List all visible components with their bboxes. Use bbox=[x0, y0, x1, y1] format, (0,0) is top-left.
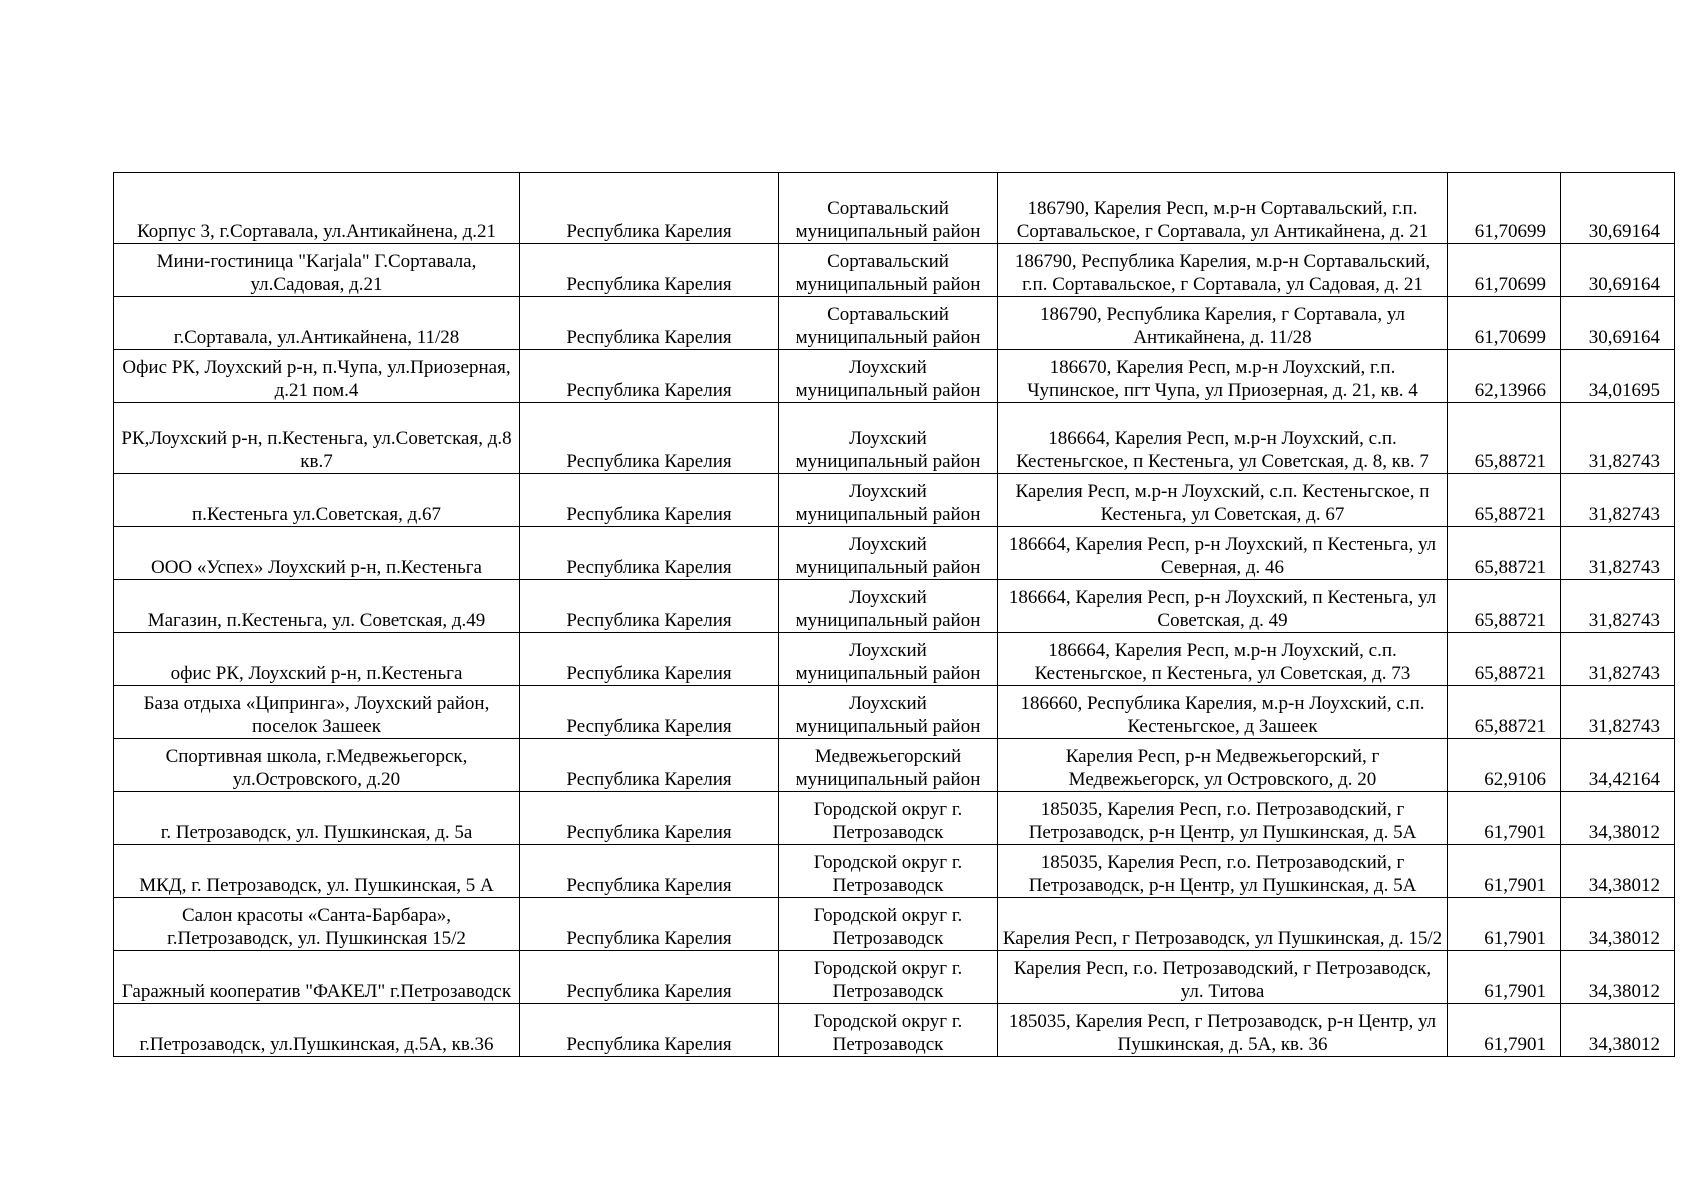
cell-latitude: 65,88721 bbox=[1448, 527, 1561, 580]
cell-longitude: 31,82743 bbox=[1561, 686, 1675, 739]
cell-object-name: Корпус 3, г.Сортавала, ул.Антикайнена, д.21 bbox=[114, 173, 520, 244]
cell-address: Карелия Респ, г Петрозаводск, ул Пушкинская, д. 15/2 bbox=[998, 898, 1448, 951]
cell-latitude: 61,70699 bbox=[1448, 297, 1561, 350]
cell-district: Лоухский муниципальный район bbox=[779, 580, 998, 633]
cell-latitude: 61,7901 bbox=[1448, 1004, 1561, 1057]
cell-district: Лоухский муниципальный район bbox=[779, 350, 998, 403]
cell-latitude: 61,7901 bbox=[1448, 845, 1561, 898]
table-row bbox=[114, 173, 1675, 244]
cell-object-name: офис РК, Лоухский р-н, п.Кестеньга bbox=[114, 633, 520, 686]
cell-longitude: 34,38012 bbox=[1561, 951, 1675, 1004]
cell-object-name: п.Кестеньга ул.Советская, д.67 bbox=[114, 474, 520, 527]
cell-district: Сортавальский муниципальный район bbox=[779, 244, 998, 297]
cell-region: Республика Карелия bbox=[520, 297, 779, 350]
cell-address: 186664, Карелия Респ, м.р-н Лоухский, с.п. Кестеньгское, п Кестеньга, ул Советская, д. 73 bbox=[998, 633, 1448, 686]
cell-longitude: 31,82743 bbox=[1561, 633, 1675, 686]
table-row bbox=[114, 951, 1675, 1004]
cell-object-name: РК,Лоухский р-н, п.Кестеньга, ул.Советская, д.8 кв.7 bbox=[114, 403, 520, 474]
cell-region: Республика Карелия bbox=[520, 739, 779, 792]
address-table bbox=[113, 172, 1675, 1057]
cell-address: Карелия Респ, г.о. Петрозаводский, г Петрозаводск, ул. Титова bbox=[998, 951, 1448, 1004]
cell-object-name: Магазин, п.Кестеньга, ул. Советская, д.49 bbox=[114, 580, 520, 633]
cell-region: Республика Карелия bbox=[520, 898, 779, 951]
cell-longitude: 30,69164 bbox=[1561, 173, 1675, 244]
cell-longitude: 34,38012 bbox=[1561, 792, 1675, 845]
cell-address: 186790, Республика Карелия, г Сортавала, ул Антикайнена, д. 11/28 bbox=[998, 297, 1448, 350]
cell-latitude: 61,70699 bbox=[1448, 244, 1561, 297]
cell-address: Карелия Респ, м.р-н Лоухский, с.п. Кестеньгское, п Кестеньга, ул Советская, д. 67 bbox=[998, 474, 1448, 527]
table-row bbox=[114, 1004, 1675, 1057]
table-row bbox=[114, 244, 1675, 297]
cell-object-name: Мини-гостиница "Karjala" Г.Сортавала, ул.Садовая, д.21 bbox=[114, 244, 520, 297]
cell-longitude: 30,69164 bbox=[1561, 244, 1675, 297]
cell-latitude: 61,7901 bbox=[1448, 792, 1561, 845]
table-row bbox=[114, 474, 1675, 527]
cell-address: 185035, Карелия Респ, г.о. Петрозаводский, г Петрозаводск, р-н Центр, ул Пушкинская, д. 5А bbox=[998, 845, 1448, 898]
cell-address: 185035, Карелия Респ, г Петрозаводск, р-н Центр, ул Пушкинская, д. 5А, кв. 36 bbox=[998, 1004, 1448, 1057]
cell-longitude: 31,82743 bbox=[1561, 580, 1675, 633]
table-row bbox=[114, 297, 1675, 350]
cell-object-name: Офис РК, Лоухский р-н, п.Чупа, ул.Приозерная, д.21 пом.4 bbox=[114, 350, 520, 403]
cell-region: Республика Карелия bbox=[520, 474, 779, 527]
cell-latitude: 62,13966 bbox=[1448, 350, 1561, 403]
cell-district: Лоухский муниципальный район bbox=[779, 527, 998, 580]
cell-district: Сортавальский муниципальный район bbox=[779, 173, 998, 244]
cell-district: Лоухский муниципальный район bbox=[779, 403, 998, 474]
cell-district: Городской округ г. Петрозаводск bbox=[779, 951, 998, 1004]
table-row bbox=[114, 527, 1675, 580]
cell-latitude: 61,7901 bbox=[1448, 951, 1561, 1004]
cell-address: 186790, Республика Карелия, м.р-н Сортавальский, г.п. Сортавальское, г Сортавала, ул Садовая, д. 21 bbox=[998, 244, 1448, 297]
cell-address: 186790, Карелия Респ, м.р-н Сортавальский, г.п. Сортавальское, г Сортавала, ул Антикайнена, д. 21 bbox=[998, 173, 1448, 244]
cell-latitude: 65,88721 bbox=[1448, 580, 1561, 633]
table-row bbox=[114, 633, 1675, 686]
cell-address: 186670, Карелия Респ, м.р-н Лоухский, г.п. Чупинское, пгт Чупа, ул Приозерная, д. 21, кв. 4 bbox=[998, 350, 1448, 403]
cell-longitude: 31,82743 bbox=[1561, 403, 1675, 474]
cell-latitude: 62,9106 bbox=[1448, 739, 1561, 792]
cell-address: Карелия Респ, р-н Медвежьегорский, г Медвежьегорск, ул Островского, д. 20 bbox=[998, 739, 1448, 792]
cell-object-name: Спортивная школа, г.Медвежьегорск, ул.Островского, д.20 bbox=[114, 739, 520, 792]
cell-district: Лоухский муниципальный район bbox=[779, 633, 998, 686]
table-row bbox=[114, 739, 1675, 792]
cell-region: Республика Карелия bbox=[520, 792, 779, 845]
cell-longitude: 30,69164 bbox=[1561, 297, 1675, 350]
table-row bbox=[114, 792, 1675, 845]
cell-longitude: 34,38012 bbox=[1561, 1004, 1675, 1057]
cell-address: 186664, Карелия Респ, р-н Лоухский, п Кестеньга, ул Советская, д. 49 bbox=[998, 580, 1448, 633]
cell-region: Республика Карелия bbox=[520, 173, 779, 244]
table-row bbox=[114, 845, 1675, 898]
cell-object-name: МКД, г. Петрозаводск, ул. Пушкинская, 5 А bbox=[114, 845, 520, 898]
cell-object-name: База отдыха «Ципринга», Лоухский район, поселок Зашеек bbox=[114, 686, 520, 739]
cell-region: Республика Карелия bbox=[520, 580, 779, 633]
cell-region: Республика Карелия bbox=[520, 686, 779, 739]
cell-longitude: 31,82743 bbox=[1561, 527, 1675, 580]
cell-region: Республика Карелия bbox=[520, 951, 779, 1004]
address-table-body bbox=[114, 173, 1675, 1057]
cell-address: 186664, Карелия Респ, м.р-н Лоухский, с.п. Кестеньгское, п Кестеньга, ул Советская, д. 8, кв. 7 bbox=[998, 403, 1448, 474]
cell-object-name: г.Петрозаводск, ул.Пушкинская, д.5А, кв.36 bbox=[114, 1004, 520, 1057]
cell-region: Республика Карелия bbox=[520, 1004, 779, 1057]
cell-latitude: 65,88721 bbox=[1448, 474, 1561, 527]
cell-object-name: г. Петрозаводск, ул. Пушкинская, д. 5а bbox=[114, 792, 520, 845]
cell-longitude: 34,42164 bbox=[1561, 739, 1675, 792]
table-row bbox=[114, 403, 1675, 474]
table-row bbox=[114, 580, 1675, 633]
cell-address: 185035, Карелия Респ, г.о. Петрозаводский, г Петрозаводск, р-н Центр, ул Пушкинская, д. 5А bbox=[998, 792, 1448, 845]
cell-district: Лоухский муниципальный район bbox=[779, 474, 998, 527]
cell-address: 186660, Республика Карелия, м.р-н Лоухский, с.п. Кестеньгское, д Зашеек bbox=[998, 686, 1448, 739]
cell-region: Республика Карелия bbox=[520, 845, 779, 898]
cell-district: Медвежьегорский муниципальный район bbox=[779, 739, 998, 792]
cell-longitude: 34,38012 bbox=[1561, 845, 1675, 898]
table-row bbox=[114, 686, 1675, 739]
cell-longitude: 34,01695 bbox=[1561, 350, 1675, 403]
cell-district: Городской округ г. Петрозаводск bbox=[779, 792, 998, 845]
cell-latitude: 61,7901 bbox=[1448, 898, 1561, 951]
cell-longitude: 31,82743 bbox=[1561, 474, 1675, 527]
cell-latitude: 65,88721 bbox=[1448, 403, 1561, 474]
cell-region: Республика Карелия bbox=[520, 403, 779, 474]
cell-object-name: г.Сортавала, ул.Антикайнена, 11/28 bbox=[114, 297, 520, 350]
cell-latitude: 65,88721 bbox=[1448, 686, 1561, 739]
cell-object-name: ООО «Успех» Лоухский р-н, п.Кестеньга bbox=[114, 527, 520, 580]
cell-district: Лоухский муниципальный район bbox=[779, 686, 998, 739]
table-row bbox=[114, 898, 1675, 951]
cell-region: Республика Карелия bbox=[520, 350, 779, 403]
cell-region: Республика Карелия bbox=[520, 244, 779, 297]
cell-longitude: 34,38012 bbox=[1561, 898, 1675, 951]
cell-latitude: 61,70699 bbox=[1448, 173, 1561, 244]
cell-address: 186664, Карелия Респ, р-н Лоухский, п Кестеньга, ул Северная, д. 46 bbox=[998, 527, 1448, 580]
cell-region: Республика Карелия bbox=[520, 633, 779, 686]
cell-district: Городской округ г. Петрозаводск bbox=[779, 845, 998, 898]
cell-latitude: 65,88721 bbox=[1448, 633, 1561, 686]
cell-district: Городской округ г. Петрозаводск bbox=[779, 1004, 998, 1057]
cell-object-name: Гаражный кооператив "ФАКЕЛ" г.Петрозаводск bbox=[114, 951, 520, 1004]
cell-region: Республика Карелия bbox=[520, 527, 779, 580]
cell-district: Сортавальский муниципальный район bbox=[779, 297, 998, 350]
table-row bbox=[114, 350, 1675, 403]
cell-object-name: Салон красоты «Санта-Барбара», г.Петрозаводск, ул. Пушкинская 15/2 bbox=[114, 898, 520, 951]
cell-district: Городской округ г. Петрозаводск bbox=[779, 898, 998, 951]
